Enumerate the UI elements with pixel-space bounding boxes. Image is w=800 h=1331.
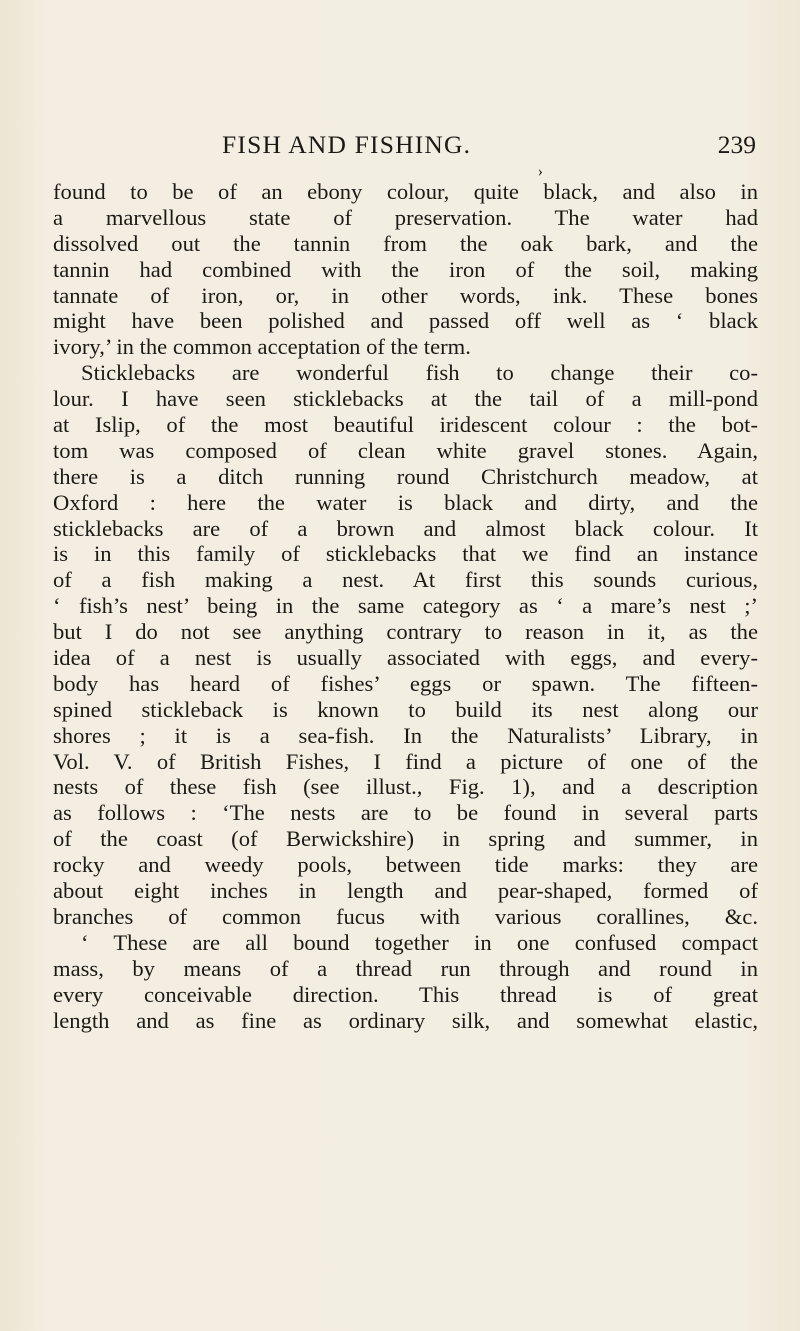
text-line: ivory,’ in the common acceptation of the term. bbox=[53, 334, 471, 360]
page-number: 239 bbox=[717, 130, 756, 159]
text-line: tannate of iron, or, in other words, ink. These bones bbox=[53, 282, 758, 308]
text-line: found to be of an ebony colour, quite black, and also in bbox=[53, 179, 758, 204]
text-line: at Islip, of the most beautiful iridescent colour : the bot- bbox=[53, 412, 758, 438]
text-line: lour. I have seen sticklebacks at the tail of a mill-pond bbox=[53, 386, 758, 412]
text-line: shores ; it is a sea-fish. In the Naturalists’ Library, in bbox=[53, 722, 758, 748]
text-line: every conceivable direction. This thread is of great bbox=[53, 981, 758, 1007]
text-line: about eight inches in length and pear-shaped, formed of bbox=[53, 878, 758, 904]
text-line: there is a ditch running round Christchurch meadow, at bbox=[53, 463, 758, 489]
text-line: branches of common fucus with various corallines, &c. bbox=[53, 903, 758, 929]
page-header bbox=[222, 130, 756, 166]
text-line: dissolved out the tannin from the oak bark, and the bbox=[53, 230, 758, 256]
text-line: Vol. V. of British Fishes, I find a picture of one of the bbox=[53, 748, 758, 774]
text-line: mass, by means of a thread run through and round in bbox=[53, 955, 758, 981]
text-line: sticklebacks are of a brown and almost black colour. It bbox=[53, 515, 758, 541]
text-line: idea of a nest is usually associated with eggs, and every- bbox=[53, 645, 758, 671]
text-line: ‘ fish’s nest’ being in the same category as ‘ a mare’s nest ;’ bbox=[53, 593, 758, 619]
text-line: of a fish making a nest. At first this sounds curious, bbox=[53, 567, 758, 593]
text-line: ‘ These are all bound together in one confused compact bbox=[81, 929, 758, 955]
text-line: might have been polished and passed off well as ‘ black bbox=[53, 308, 758, 334]
text-line: as follows : ‘The nests are to be found in several parts bbox=[53, 800, 758, 826]
running-title: FISH AND FISHING. bbox=[222, 130, 472, 159]
text-line: rocky and weedy pools, between tide marks: they are bbox=[53, 852, 758, 878]
text-line: tom was composed of clean white gravel stones. Again, bbox=[53, 437, 758, 463]
text-line: Oxford : here the water is black and dirty, and the bbox=[53, 489, 758, 515]
text-line: Sticklebacks are wonderful fish to change their co- bbox=[81, 360, 758, 386]
text-line: body has heard of fishes’ eggs or spawn. The fifteen- bbox=[53, 670, 758, 696]
printer-mark: › bbox=[537, 163, 543, 180]
text-line: of the coast (of Berwickshire) in spring and summer, in bbox=[53, 826, 758, 852]
text-line: a marvellous state of preservation. The water had bbox=[53, 204, 758, 230]
text-line: but I do not see anything contrary to reason in it, as the bbox=[53, 619, 758, 645]
text-line: spined stickleback is known to build its nest along our bbox=[53, 696, 758, 722]
text-line: is in this family of sticklebacks that we find an instance bbox=[53, 541, 758, 567]
text-line: tannin had combined with the iron of the soil, making bbox=[53, 256, 758, 282]
text-line: nests of these fish (see illust., Fig. 1), and a description bbox=[53, 774, 758, 800]
body-text bbox=[53, 165, 758, 1033]
text-line: length and as fine as ordinary silk, and somewhat elastic, bbox=[53, 1007, 758, 1033]
